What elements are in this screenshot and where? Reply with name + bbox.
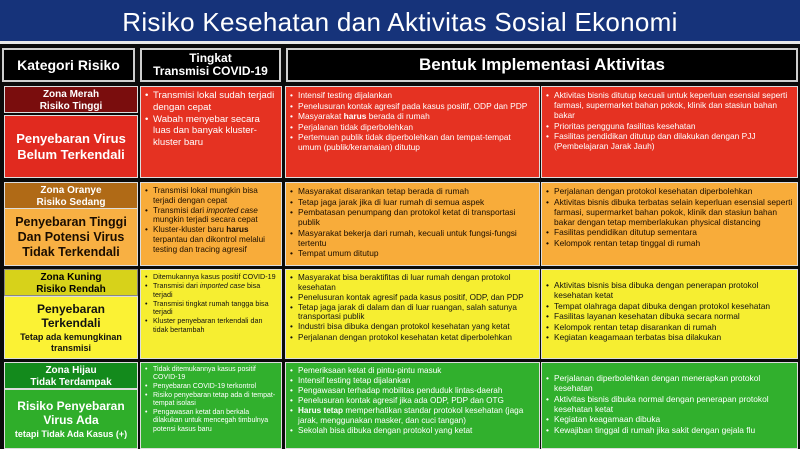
list-item: • Aktivitas bisnis bisa dibuka dengan penerapan protokol kesehatan ketat <box>546 280 793 300</box>
list-item: • Perjalanan dengan protokol kesehatan ketat diperbolehkan <box>290 333 535 343</box>
implementasi-list <box>290 366 535 436</box>
implementasi-cell-left <box>285 269 540 359</box>
zone-row-kuning <box>0 269 800 359</box>
header-bentuk-implementasi: Bentuk Implementasi Aktivitas <box>286 48 798 82</box>
zone-subtitle-line2: transmisi <box>50 342 92 353</box>
transmisi-list <box>145 366 277 434</box>
list-item: • Intensif testing dijalankan <box>290 90 535 100</box>
list-item: • Masyarakat disarankan tetap berada di rumah <box>290 186 535 196</box>
zone-row-merah <box>0 86 800 178</box>
zone-label-line1: Zona Kuning <box>40 272 102 283</box>
implementasi-list <box>290 90 535 152</box>
list-item: • Risiko penyebaran tetap ada di tempat-tempat isolasi <box>145 392 277 409</box>
implementasi-list <box>290 186 535 258</box>
zone-label-line2: Tidak Terdampak <box>30 377 112 388</box>
zone-name-line3: Tidak Terkendali <box>22 244 120 259</box>
list-item: • Penelusuran kontak agresif jika ada ODP, PDP dan OTG <box>290 396 535 406</box>
implementasi-cell-right <box>541 182 798 266</box>
zone-label <box>4 362 138 389</box>
zone-label-line2: Risiko Rendah <box>36 284 106 295</box>
zone-name-line2: Terkendali <box>41 315 101 330</box>
list-item: • Tempat olahraga dapat dibuka dengan protokol kesehatan <box>546 301 793 311</box>
list-item: • Ditemukannya kasus positif COVID-19 <box>145 273 277 282</box>
zone-name-line2: Dan Potensi Virus <box>17 229 125 244</box>
list-item: • Industri bisa dibuka dengan protokol kesehatan yang ketat <box>290 322 535 332</box>
header-tingkat-transmisi <box>140 48 281 82</box>
transmisi-cell <box>140 269 282 359</box>
list-item: • Transmisi dari imported case bisa terjadi <box>145 282 277 299</box>
zone-label-line2: Risiko Sedang <box>36 197 106 208</box>
list-item: • Masyarakat harus berada di rumah <box>290 111 535 121</box>
zone-subtitle-line1: tetapi Tidak Ada Kasus (+) <box>14 428 128 439</box>
zone-label <box>4 86 138 113</box>
zone-label-line2: Risiko Tinggi <box>39 101 103 112</box>
implementasi-list <box>546 186 793 248</box>
zone-name-line1: Penyebaran <box>36 301 106 316</box>
zone-name-line1: Risiko Penyebaran <box>17 398 125 413</box>
header-kategori-risiko: Kategori Risiko <box>2 48 135 82</box>
zone-name <box>4 389 138 449</box>
zone-label-line1: Zona Oranye <box>40 185 102 196</box>
list-item: • Transmisi tingkat rumah tangga bisa terjadi <box>145 300 277 317</box>
list-item: • Sekolah bisa dibuka dengan protokol yang ketat <box>290 426 535 436</box>
list-item: • Transmisi lokal mungkin bisa terjadi dengan cepat <box>145 186 277 205</box>
list-item: • Kluster-kluster baru harus terpantau dan dikontrol melalui testing dan tracing agresif <box>145 225 277 254</box>
list-item: • Masyarakat bekerja dari rumah, kecuali untuk fungsi-fungsi tertentu <box>290 228 535 248</box>
transmisi-cell <box>140 86 282 178</box>
zone-row-oranye <box>0 182 800 266</box>
list-item: • Fasilitas pendidikan ditutup sementara <box>546 227 793 237</box>
list-item: • Tetap jaga jarak jika di luar rumah di semua aspek <box>290 197 535 207</box>
list-item: • Penyebaran COVID-19 terkontrol <box>145 383 277 391</box>
zone-label-line1: Zona Merah <box>42 89 100 100</box>
transmisi-list <box>145 186 277 254</box>
list-item: • Pembatasan penumpang dan protokol ketat di transportasi publik <box>290 207 535 227</box>
zone-name-line2: Virus Ada <box>43 412 99 427</box>
list-item: • Intensif testing tetap dijalankan <box>290 376 535 386</box>
zone-name-line2: Belum Terkendali <box>17 146 125 162</box>
implementasi-cell-right <box>541 269 798 359</box>
implementasi-cell-right <box>541 362 798 449</box>
list-item: • Kluster penyebaran terkendali dan tidak bertambah <box>145 317 277 334</box>
transmisi-cell <box>140 182 282 266</box>
list-item: • Transmisi lokal sudah terjadi dengan cepat <box>145 90 277 113</box>
zone-label <box>4 269 138 296</box>
list-item: • Penelusuran kontak agresif pada kasus positif, ODP, dan PDP <box>290 293 535 303</box>
header-tingkat-line2: Transmisi COVID-19 <box>153 64 268 78</box>
transmisi-list <box>145 90 277 148</box>
list-item: • Penelusuran kontak agresif pada kasus positif, ODP dan PDP <box>290 101 535 111</box>
list-item: • Kelompok rentan tetap tinggal di rumah <box>546 238 793 248</box>
list-item: • Tetap jaga jarak di dalam dan di luar ruangan, salah satunya transportasi publik <box>290 303 535 322</box>
implementasi-cell-left <box>285 362 540 449</box>
list-item: • Masyarakat bisa beraktifitas di luar rumah dengan protokol kesehatan <box>290 273 535 292</box>
list-item: • Transmisi dari imported case mungkin terjadi secara cepat <box>145 206 277 225</box>
implementasi-cell-right <box>541 86 798 178</box>
list-item: • Kegiatan keagamaan dibuka <box>546 414 793 424</box>
list-item: • Tidak ditemukannya kasus positif COVID-19 <box>145 366 277 383</box>
list-item: • Kegiatan keagamaan terbatas bisa dilakukan <box>546 332 793 342</box>
list-item: • Aktivitas bisnis dibuka terbatas selain keperluan esensial seperti farmasi, supermarket bahan pokok, klinik dan stasiun bahan bakar dengan tetap memberlakukan physical distancing <box>546 197 793 227</box>
zone-label <box>4 182 138 209</box>
list-item: • Prioritas pengguna fasilitas kesehatan <box>546 121 793 131</box>
zone-name-line1: Penyebaran Tinggi <box>15 214 127 229</box>
list-item: • Pertemuan publik tidak diperbolehkan dan tempat-tempat umum (publik/keramaian) ditutup <box>290 132 535 152</box>
list-item: • Aktivitas bisnis dibuka normal dengan penerapan protokol kesehatan ketat <box>546 394 793 414</box>
implementasi-cell-left <box>285 182 540 266</box>
transmisi-cell <box>140 362 282 449</box>
implementasi-list <box>290 273 535 342</box>
list-item: • Wabah menyebar secara luas dan banyak kluster-kluster baru <box>145 114 277 149</box>
list-item: • Perjalanan diperbolehkan dengan menerapkan protokol kesehatan <box>546 373 793 393</box>
list-item: • Harus tetap memperhatikan standar protokol kesehatan (jaga jarak, menggunakan masker, dan cuci tangan) <box>290 406 535 425</box>
implementasi-list <box>546 90 793 151</box>
list-item: • Tempat umum ditutup <box>290 248 535 258</box>
header-tingkat-line1: Tingkat <box>189 51 232 65</box>
zone-name <box>4 208 138 266</box>
list-item: • Pengawasan ketat dan berkala dilakukan untuk mencegah timbulnya potensi kasus baru <box>145 409 277 434</box>
implementasi-list <box>546 280 793 342</box>
zone-name <box>4 296 138 359</box>
zone-name <box>4 115 138 178</box>
list-item: • Pemeriksaan ketat di pintu-pintu masuk <box>290 366 535 376</box>
list-item: • Pengawasan terhadap mobilitas penduduk lintas-daerah <box>290 386 535 396</box>
zone-name-line1: Penyebaran Virus <box>16 130 126 146</box>
implementasi-list <box>546 373 793 435</box>
implementasi-cell-left <box>285 86 540 178</box>
zone-subtitle-line1: Tetap ada kemungkinan <box>20 331 122 342</box>
list-item: • Fasilitas layanan kesehatan dibuka secara normal <box>546 311 793 321</box>
list-item: • Kelompok rentan tetap disarankan di rumah <box>546 322 793 332</box>
list-item: • Fasilitas pendidikan ditutup dan dilakukan dengan PJJ (Pembelajaran Jarak Jauh) <box>546 131 793 151</box>
list-item: • Perjalanan tidak diperbolehkan <box>290 122 535 132</box>
transmisi-list <box>145 273 277 335</box>
list-item: • Aktivitas bisnis ditutup kecuali untuk keperluan esensial seperti farmasi, supermarket bahan pokok, klinik dan stasiun bahan bakar <box>546 90 793 120</box>
page-title: Risiko Kesehatan dan Aktivitas Sosial Ekonomi <box>0 0 800 44</box>
list-item: • Perjalanan dengan protokol kesehatan diperbolehkan <box>546 186 793 196</box>
zone-label-line1: Zona Hijau <box>45 365 97 376</box>
list-item: • Kewajiban tinggal di rumah jika sakit dengan gejala flu <box>546 425 793 435</box>
zone-row-hijau <box>0 362 800 449</box>
